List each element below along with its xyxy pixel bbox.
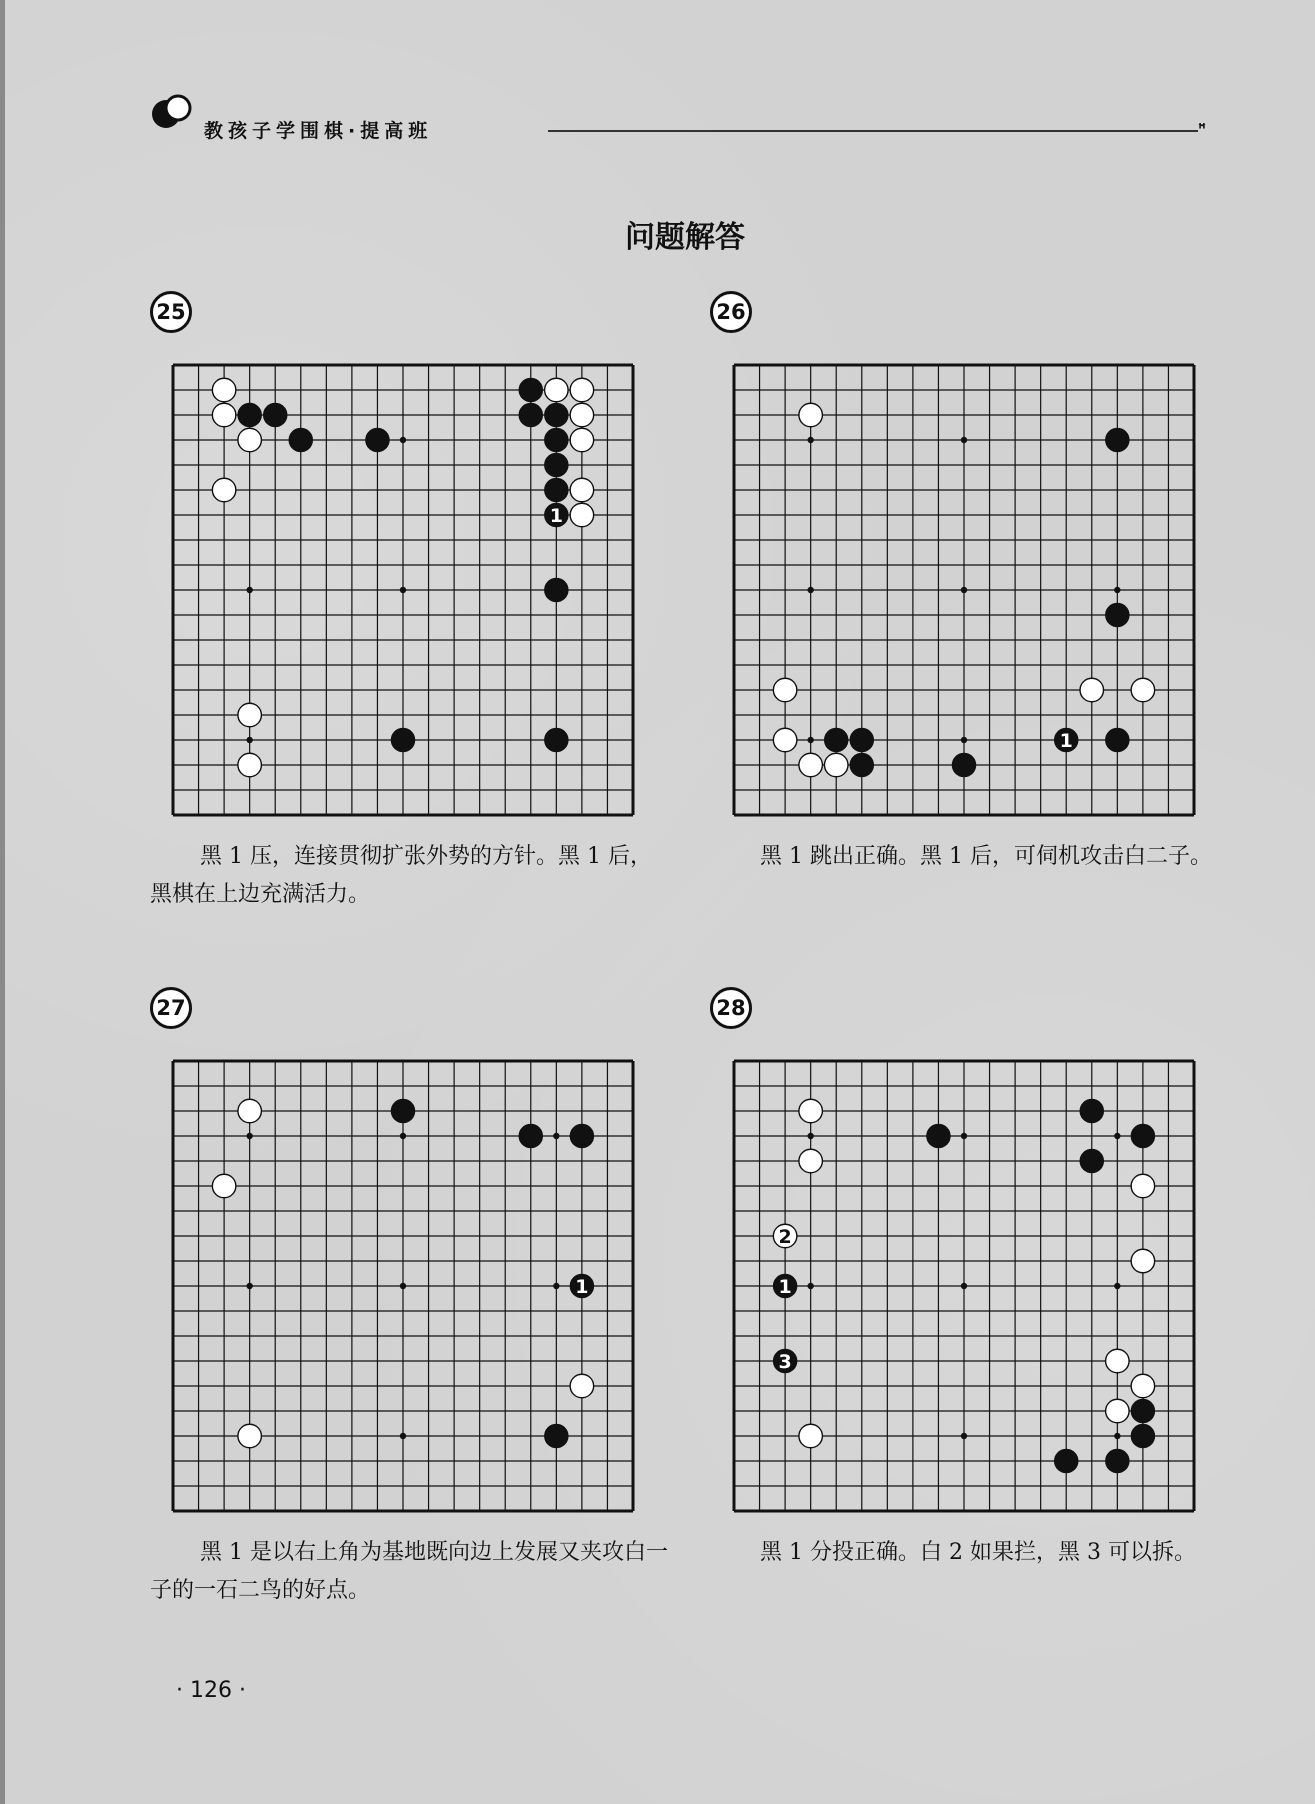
black-stone	[545, 728, 569, 752]
board-grid	[170, 1058, 636, 1514]
black-stone	[545, 453, 569, 477]
white-stone	[824, 753, 848, 777]
book-title: 教孩子学围棋·提高班	[204, 120, 433, 142]
star-point	[961, 587, 967, 593]
star-point	[807, 1283, 813, 1289]
star-point	[807, 737, 813, 743]
black-stone	[952, 753, 976, 777]
page-number: · 126 ·	[176, 1678, 246, 1703]
white-stone	[238, 1424, 262, 1448]
star-point	[400, 1433, 406, 1439]
black-stone	[263, 403, 287, 427]
black-stone	[1106, 728, 1130, 752]
star-point	[807, 1133, 813, 1139]
black-stone	[519, 1124, 543, 1148]
white-stone	[570, 478, 594, 502]
board-grid	[731, 1058, 1197, 1514]
star-point	[400, 587, 406, 593]
problem-caption: 黑 1 压，连接贯彻扩张外势的方针。黑 1 后，黑棋在上边充满活力。	[150, 844, 652, 907]
black-stone	[1080, 1149, 1104, 1173]
star-point	[246, 587, 252, 593]
black-stone	[1131, 1424, 1155, 1448]
problem-caption: 黑 1 是以右上角为基地既向边上发展又夹攻白一子的一石二鸟的好点。	[150, 1540, 668, 1603]
black-stone	[545, 403, 569, 427]
white-stone	[799, 1099, 823, 1123]
black-stone	[545, 578, 569, 602]
black-stone	[773, 1274, 797, 1298]
black-stone	[1106, 428, 1130, 452]
white-stone	[212, 403, 236, 427]
star-point	[1114, 587, 1120, 593]
star-point	[400, 1133, 406, 1139]
black-stone	[238, 403, 262, 427]
white-stone	[238, 753, 262, 777]
white-stone	[1106, 1399, 1130, 1423]
star-point	[961, 1133, 967, 1139]
board-grid	[731, 362, 1197, 818]
white-stone	[570, 428, 594, 452]
white-stone	[570, 403, 594, 427]
section-title: 问题解答	[625, 220, 745, 255]
star-point	[400, 1283, 406, 1289]
move-number: 1	[549, 505, 563, 527]
black-stone	[519, 378, 543, 402]
board-grid	[170, 362, 636, 818]
star-point	[1114, 1283, 1120, 1289]
white-stone	[1131, 678, 1155, 702]
black-stone	[1054, 728, 1078, 752]
white-stone	[212, 478, 236, 502]
black-stone	[545, 428, 569, 452]
white-stone	[773, 728, 797, 752]
white-stone	[773, 1224, 797, 1248]
black-stone	[545, 1424, 569, 1448]
star-point	[807, 587, 813, 593]
star-point	[1114, 1433, 1120, 1439]
star-point	[807, 437, 813, 443]
star-point	[961, 437, 967, 443]
move-number: 3	[778, 1351, 792, 1373]
white-stone	[238, 1099, 262, 1123]
black-stone	[391, 1099, 415, 1123]
problem-caption: 黑 1 跳出正确。黑 1 后，可伺机攻击白二子。	[760, 844, 1212, 869]
problem-number: 25	[150, 291, 192, 333]
black-stone	[570, 1124, 594, 1148]
problem-number: 27	[150, 987, 192, 1029]
black-stone	[850, 753, 874, 777]
white-stone	[773, 678, 797, 702]
star-point	[246, 1283, 252, 1289]
white-stone	[570, 1374, 594, 1398]
white-stone	[799, 753, 823, 777]
white-stone	[799, 1424, 823, 1448]
star-point	[1114, 1133, 1120, 1139]
black-stone	[824, 728, 848, 752]
white-stone	[1131, 1374, 1155, 1398]
go-board	[170, 362, 636, 818]
header-rule	[548, 130, 1198, 132]
star-point	[246, 1133, 252, 1139]
black-stone	[289, 428, 313, 452]
star-point	[961, 737, 967, 743]
white-stone	[570, 378, 594, 402]
white-stone	[1131, 1249, 1155, 1273]
black-stone	[519, 403, 543, 427]
go-stones-logo-icon	[150, 92, 194, 132]
move-number: 1	[778, 1276, 792, 1298]
star-point	[961, 1433, 967, 1439]
move-number: 1	[575, 1276, 589, 1298]
white-stone	[238, 703, 262, 727]
white-stone	[1131, 1174, 1155, 1198]
white-stone	[1080, 678, 1104, 702]
go-board	[731, 1058, 1197, 1514]
black-stone	[1131, 1124, 1155, 1148]
problem-caption: 黑 1 分投正确。白 2 如果拦，黑 3 可以拆。	[760, 1540, 1196, 1565]
problem-number: 26	[710, 291, 752, 333]
move-number: 2	[778, 1226, 792, 1248]
star-point	[400, 437, 406, 443]
go-board	[170, 1058, 636, 1514]
black-stone	[773, 1349, 797, 1373]
black-stone	[545, 503, 569, 527]
black-stone	[570, 1274, 594, 1298]
black-stone	[1106, 1449, 1130, 1473]
black-stone	[1131, 1399, 1155, 1423]
move-number: 1	[1059, 730, 1073, 752]
star-point	[246, 737, 252, 743]
header-mark: ꟸ	[1198, 122, 1206, 137]
page-edge	[0, 0, 5, 1804]
go-board	[731, 362, 1197, 818]
black-stone	[1054, 1449, 1078, 1473]
problem-number: 28	[710, 987, 752, 1029]
star-point	[553, 1283, 559, 1289]
black-stone	[545, 478, 569, 502]
white-stone	[238, 428, 262, 452]
black-stone	[850, 728, 874, 752]
white-stone	[545, 378, 569, 402]
star-point	[961, 1283, 967, 1289]
white-stone	[570, 503, 594, 527]
black-stone	[391, 728, 415, 752]
star-point	[553, 1133, 559, 1139]
white-stone	[212, 378, 236, 402]
black-stone	[1106, 603, 1130, 627]
white-stone	[1106, 1349, 1130, 1373]
white-stone	[799, 1149, 823, 1173]
white-stone	[799, 403, 823, 427]
black-stone	[366, 428, 390, 452]
black-stone	[927, 1124, 951, 1148]
white-stone	[212, 1174, 236, 1198]
black-stone	[1080, 1099, 1104, 1123]
